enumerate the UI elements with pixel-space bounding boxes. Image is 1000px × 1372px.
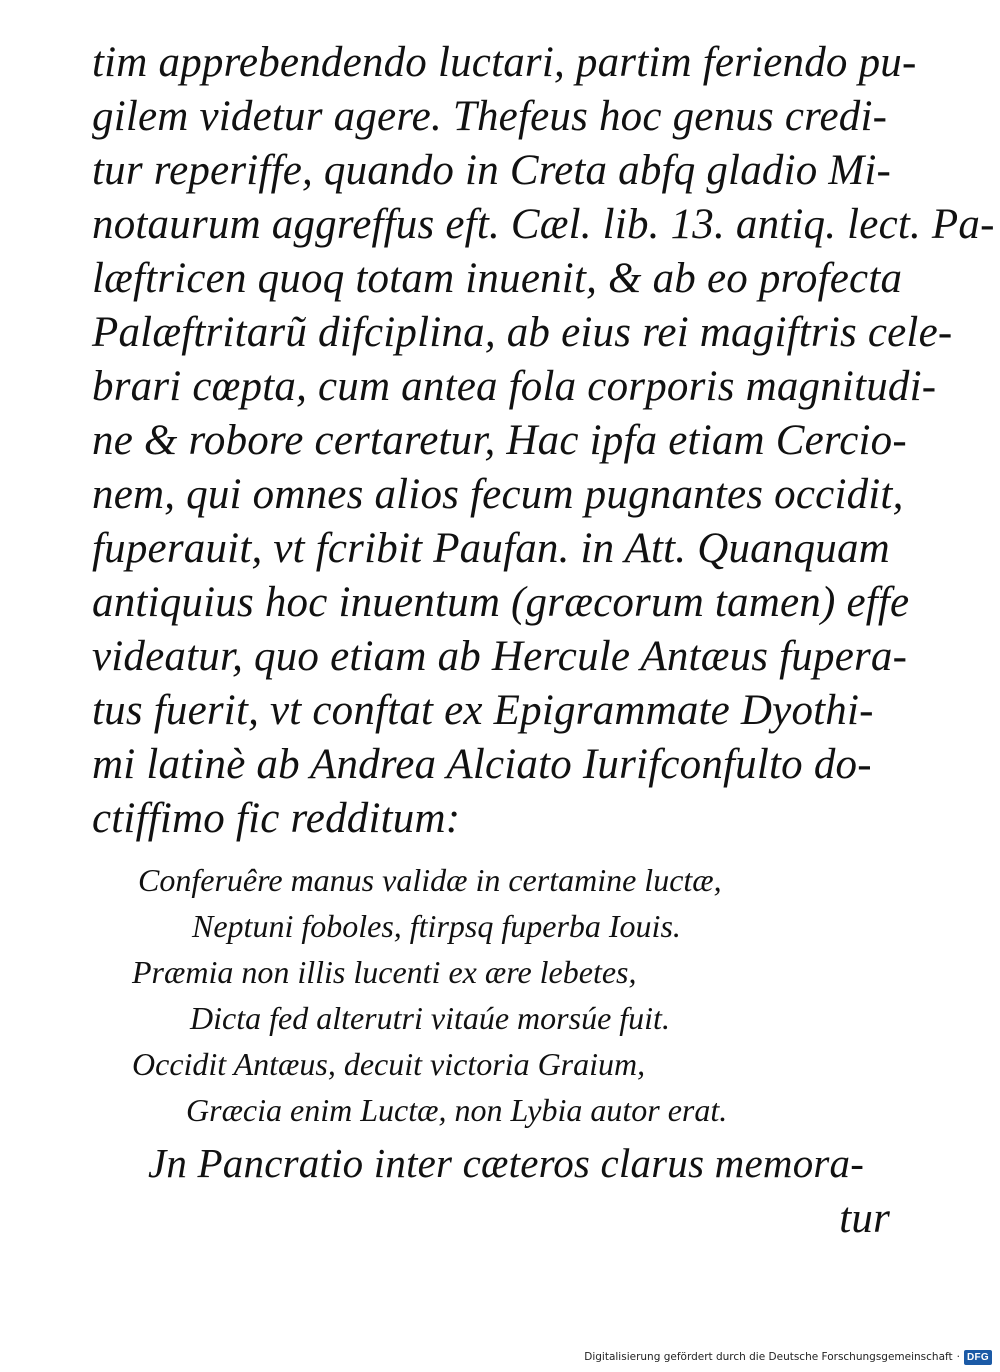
body-line-4: notaurum aggreffus eft. Cæl. lib. 13. antiq. lect. Pa-: [92, 201, 995, 248]
separator-dot: ·: [956, 1351, 960, 1363]
body-line-8: ne & robore certaretur, Hac ipfa etiam Cercio-: [92, 417, 907, 464]
verse-line-6: Græcia enim Luctæ, non Lybia autor erat.: [186, 1092, 728, 1128]
body-line-15: ctiffimo fic redditum:: [92, 795, 461, 842]
body-line-13: tus fuerit, vt conftat ex Epigrammate Dyothi-: [92, 687, 874, 734]
body-line-1: tim apprebendendo luctari, partim feriendo pu-: [92, 39, 917, 86]
verse-line-3: Præmia non illis lucenti ex ære lebetes,: [132, 954, 637, 990]
body-line-14: mi latinè ab Andrea Alciato Iurifconfulto do-: [92, 741, 872, 788]
body-line-7: brari cœpta, cum antea fola corporis magnitudi-: [92, 363, 937, 410]
body-line-10: fuperauit, vt fcribit Paufan. in Att. Quanquam: [92, 525, 890, 572]
verse-line-5: Occidit Antæus, decuit victoria Graium,: [132, 1046, 646, 1082]
closing-line-1: Jn Pancratio inter cæteros clarus memora-: [148, 1140, 865, 1186]
body-line-3: tur reperiffe, quando in Creta abfq gladio Mi-: [92, 147, 892, 194]
digitization-credit: [584, 1346, 992, 1368]
catchword: tur: [839, 1195, 890, 1242]
body-line-5: læftricen quoq totam inuenit, & ab eo profecta: [92, 255, 903, 302]
verse-line-1: Conferuêre manus validæ in certamine luctæ,: [138, 862, 722, 898]
body-line-6: Palæftritarũ difciplina, ab eius rei magiftris cele-: [92, 309, 953, 356]
body-line-11: antiquius hoc inuentum (græcorum tamen) effe: [92, 579, 910, 626]
verse-line-4: Dicta fed alterutri vitaúe morsúe fuit.: [190, 1000, 670, 1036]
credit-text: Digitalisierung gefördert durch die Deutsche Forschungsgemeinschaft: [584, 1351, 953, 1363]
verse-line-2: Neptuni foboles, ftirpsq fuperba Iouis.: [192, 908, 681, 944]
dfg-logo-icon: DFG: [964, 1350, 992, 1365]
body-line-2: gilem videtur agere. Thefeus hoc genus credi-: [92, 93, 888, 140]
body-line-9: nem, qui omnes alios fecum pugnantes occidit,: [92, 471, 904, 518]
body-line-12: videatur, quo etiam ab Hercule Antæus fupera-: [92, 633, 908, 680]
